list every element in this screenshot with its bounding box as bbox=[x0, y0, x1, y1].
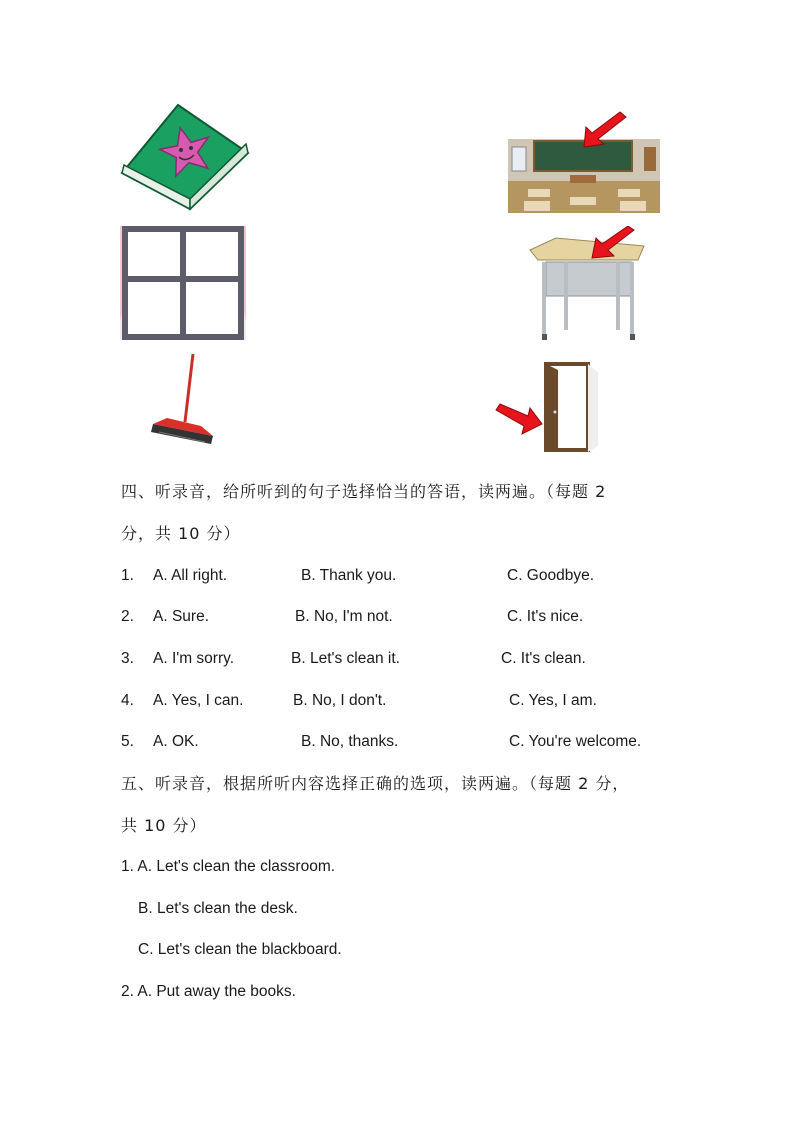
option-a: A. I'm sorry. bbox=[153, 650, 235, 667]
book-picture bbox=[120, 103, 250, 211]
section5-q1-option-b: B. Let's clean the desk. bbox=[138, 900, 298, 917]
section5-q1-option-c: C. Let's clean the blackboard. bbox=[138, 941, 342, 958]
option-a: A. Yes, I can. bbox=[153, 692, 244, 709]
question-number: 4. bbox=[121, 692, 134, 709]
option-b: B. No, thanks. bbox=[301, 733, 399, 750]
broom-picture bbox=[145, 352, 225, 448]
section5-q2-option-a: 2. A. Put away the books. bbox=[121, 983, 296, 1000]
option-c: C. It's clean. bbox=[501, 650, 586, 667]
question-number: 1. bbox=[121, 567, 134, 584]
option-c: C. You're welcome. bbox=[509, 733, 642, 750]
section4-heading-line2: 分，共 10 分） bbox=[121, 524, 241, 543]
option-c: C. Yes, I am. bbox=[509, 692, 597, 709]
question-number: 2. bbox=[121, 608, 134, 625]
door-picture bbox=[490, 360, 608, 454]
option-a: A. OK. bbox=[153, 733, 199, 750]
section5-q1-option-a: 1. A. Let's clean the classroom. bbox=[121, 858, 336, 875]
section5-heading-line2: 共 10 分） bbox=[121, 816, 207, 835]
red-arrow-icon bbox=[496, 404, 542, 434]
window-picture bbox=[120, 226, 246, 340]
question-number: 3. bbox=[121, 650, 134, 667]
desk-picture bbox=[526, 226, 646, 344]
option-c: C. Goodbye. bbox=[507, 567, 595, 584]
question-number: 5. bbox=[121, 733, 134, 750]
section4-heading-line1: 四、听录音，给所听到的句子选择恰当的答语，读两遍。（每题 2 bbox=[121, 482, 607, 501]
option-b: B. No, I don't. bbox=[293, 692, 387, 709]
option-b: B. Thank you. bbox=[301, 567, 397, 584]
section5-heading-line1: 五、听录音，根据所听内容选择正确的选项，读两遍。（每题 2 分， bbox=[121, 774, 630, 793]
option-b: B. Let's clean it. bbox=[291, 650, 400, 667]
option-a: A. All right. bbox=[153, 567, 228, 584]
option-c: C. It's nice. bbox=[507, 608, 584, 625]
option-a: A. Sure. bbox=[153, 608, 209, 625]
option-b: B. No, I'm not. bbox=[295, 608, 393, 625]
classroom-blackboard-picture bbox=[508, 111, 660, 213]
